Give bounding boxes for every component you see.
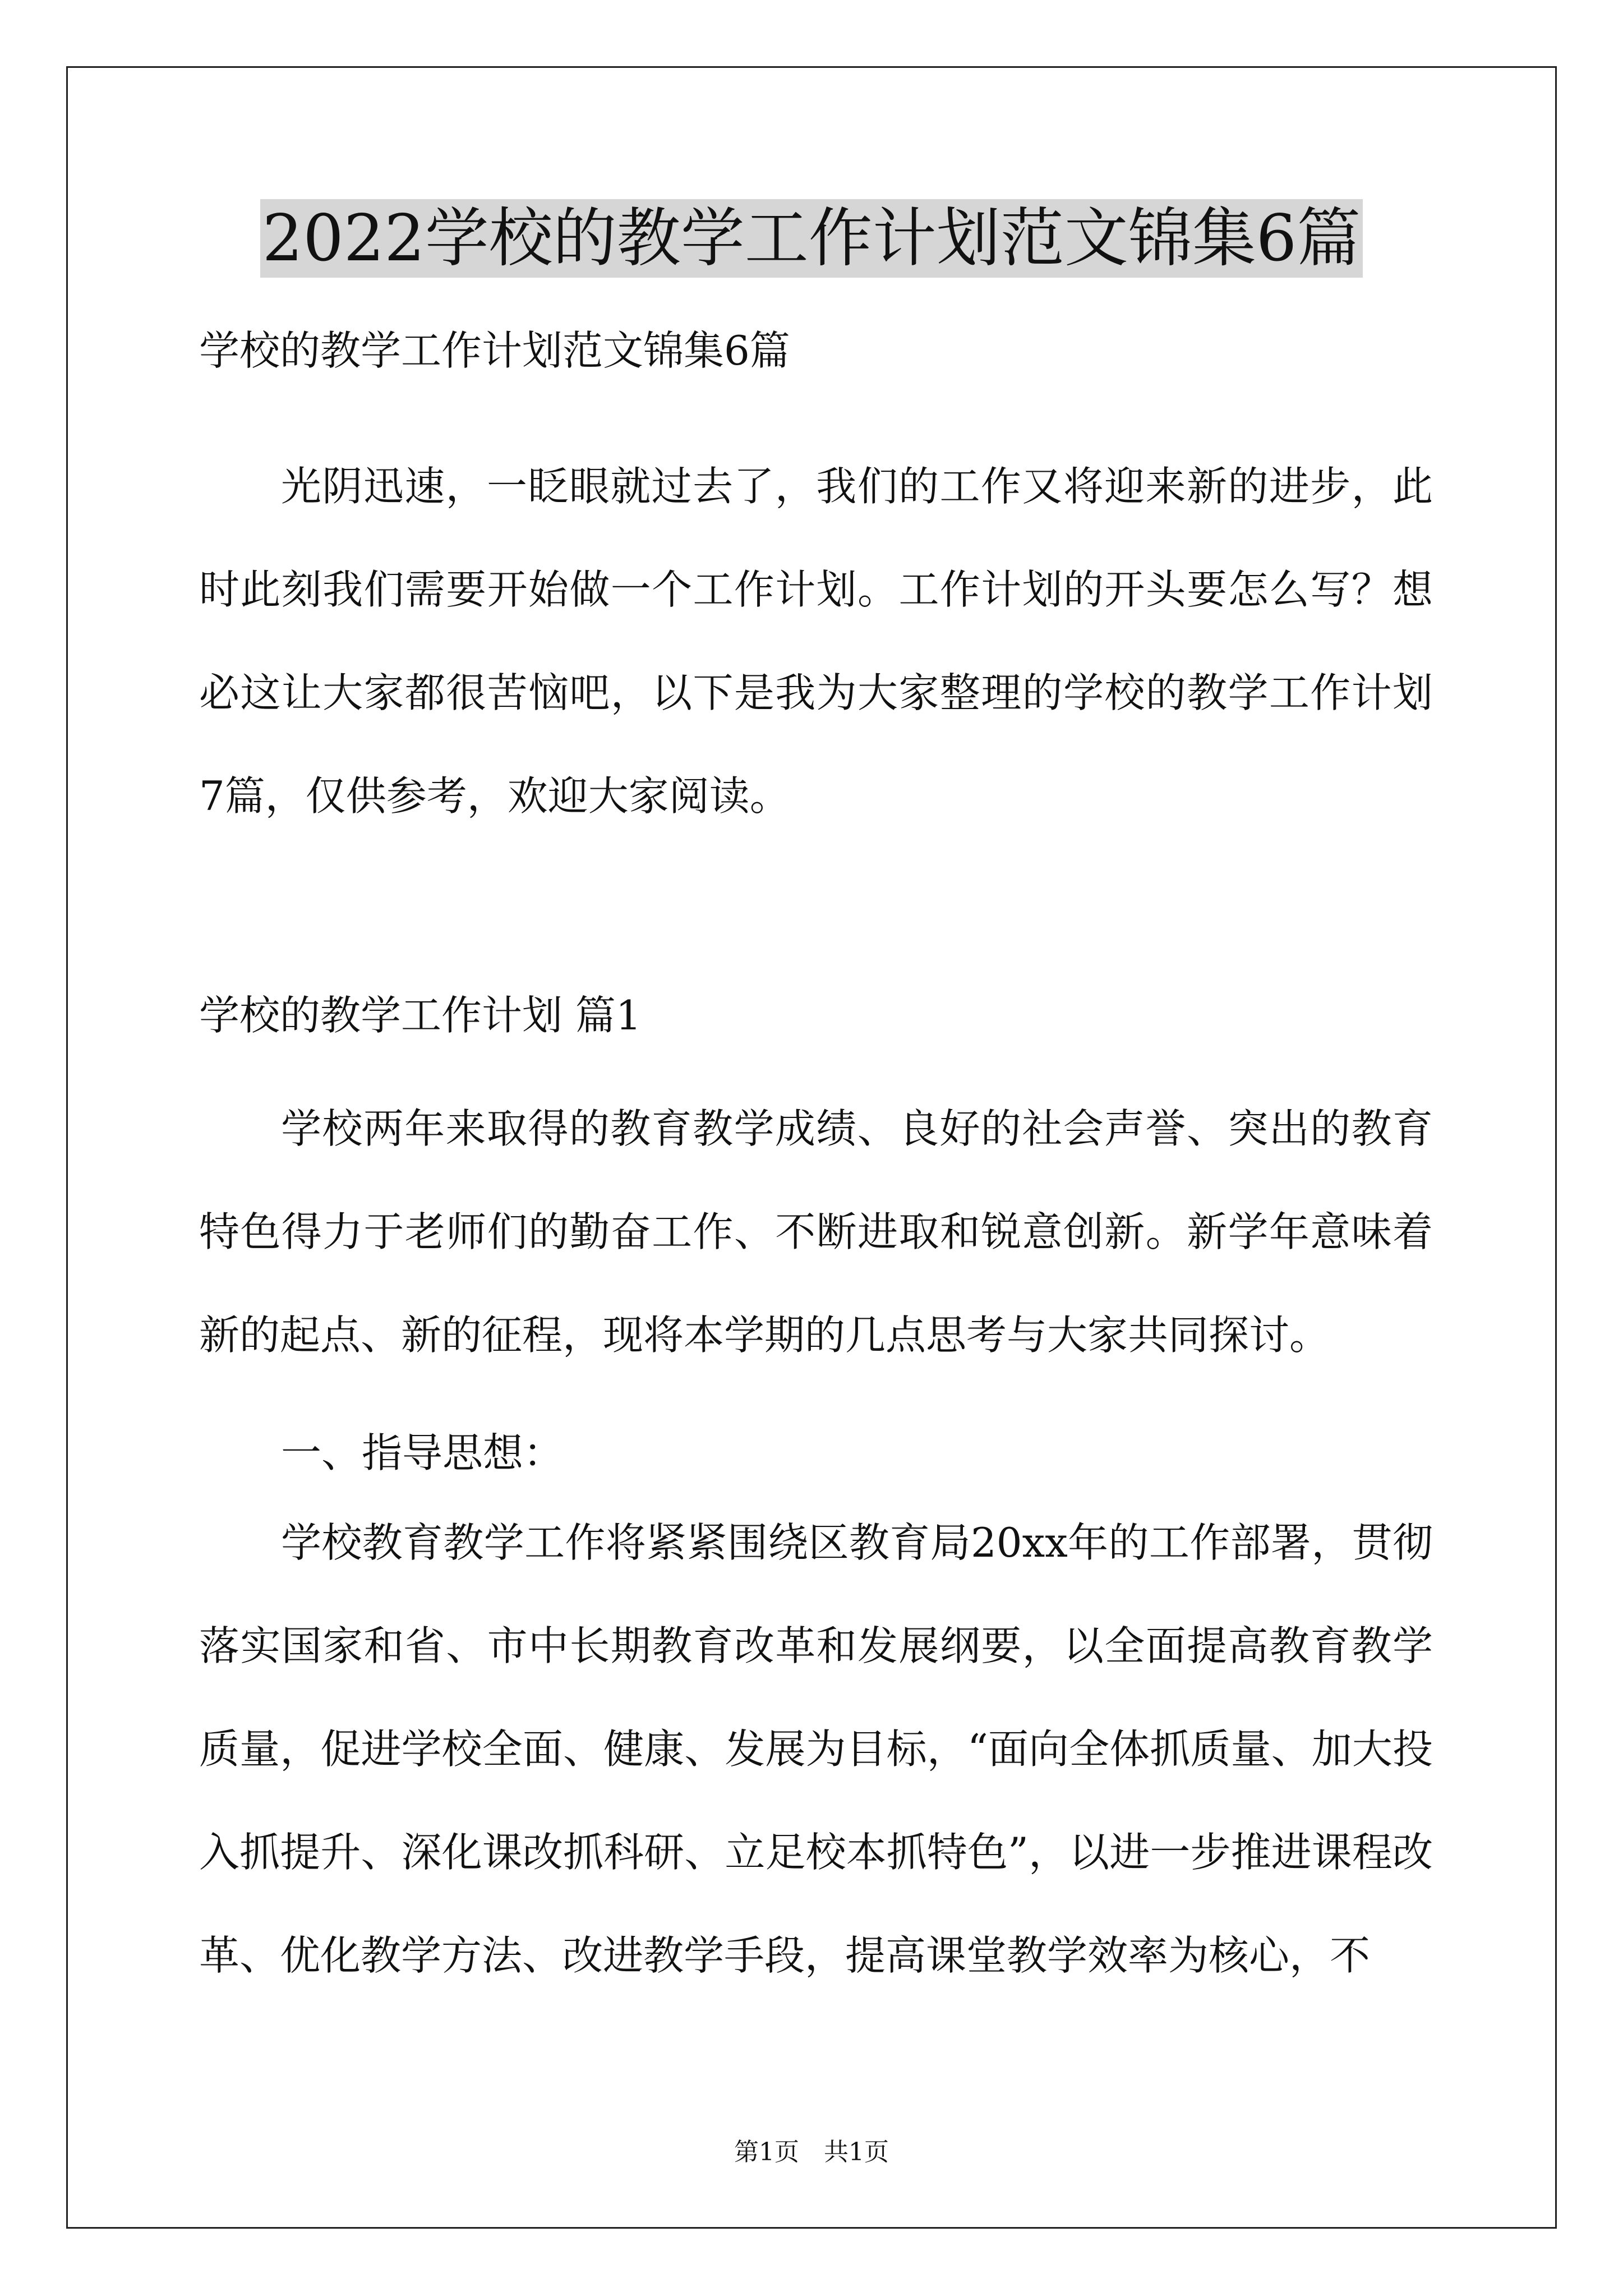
document-subtitle: 学校的教学工作计划范文锦集6篇: [199, 327, 790, 374]
title-container: [0, 199, 1623, 278]
document-title: 2022学校的教学工作计划范文锦集6篇: [260, 199, 1363, 278]
section-paragraph-2: 学校教育教学工作将紧紧围绕区教育局20xx年的工作部署，贯彻落实国家和省、市中长期教育改革和发展纲要，以全面提高教育教学质量，促进学校全面、健康、发展为目标，“面向全体抓质量、加大投入抓提升、深化课改抓科研、立足校本抓特色”，以进一步推进课程改革、优化教学方法、改进教学手段，提高课堂教学效率为核心，不: [199, 1519, 1433, 1979]
section-paragraph-1: 学校两年来取得的教育教学成绩、良好的社会声誉、突出的教育特色得力于老师们的勤奋工作、不断进取和锐意创新。新学年意味着新的起点、新的征程，现将本学期的几点思考与大家共同探讨。: [199, 1105, 1433, 1359]
section-heading: 学校的教学工作计划 篇1: [199, 992, 642, 1039]
page-footer: 第1页 共1页: [734, 2138, 889, 2166]
intro-paragraph: 光阴迅速，一眨眼就过去了，我们的工作又将迎来新的进步，此时此刻我们需要开始做一个工作计划。工作计划的开头要怎么写？想必这让大家都很苦恼吧，以下是我为大家整理的学校的教学工作计划7篇，仅供参考，欢迎大家阅读。: [199, 463, 1433, 820]
subheading-guiding-ideology: 一、指导思想：: [281, 1429, 564, 1476]
